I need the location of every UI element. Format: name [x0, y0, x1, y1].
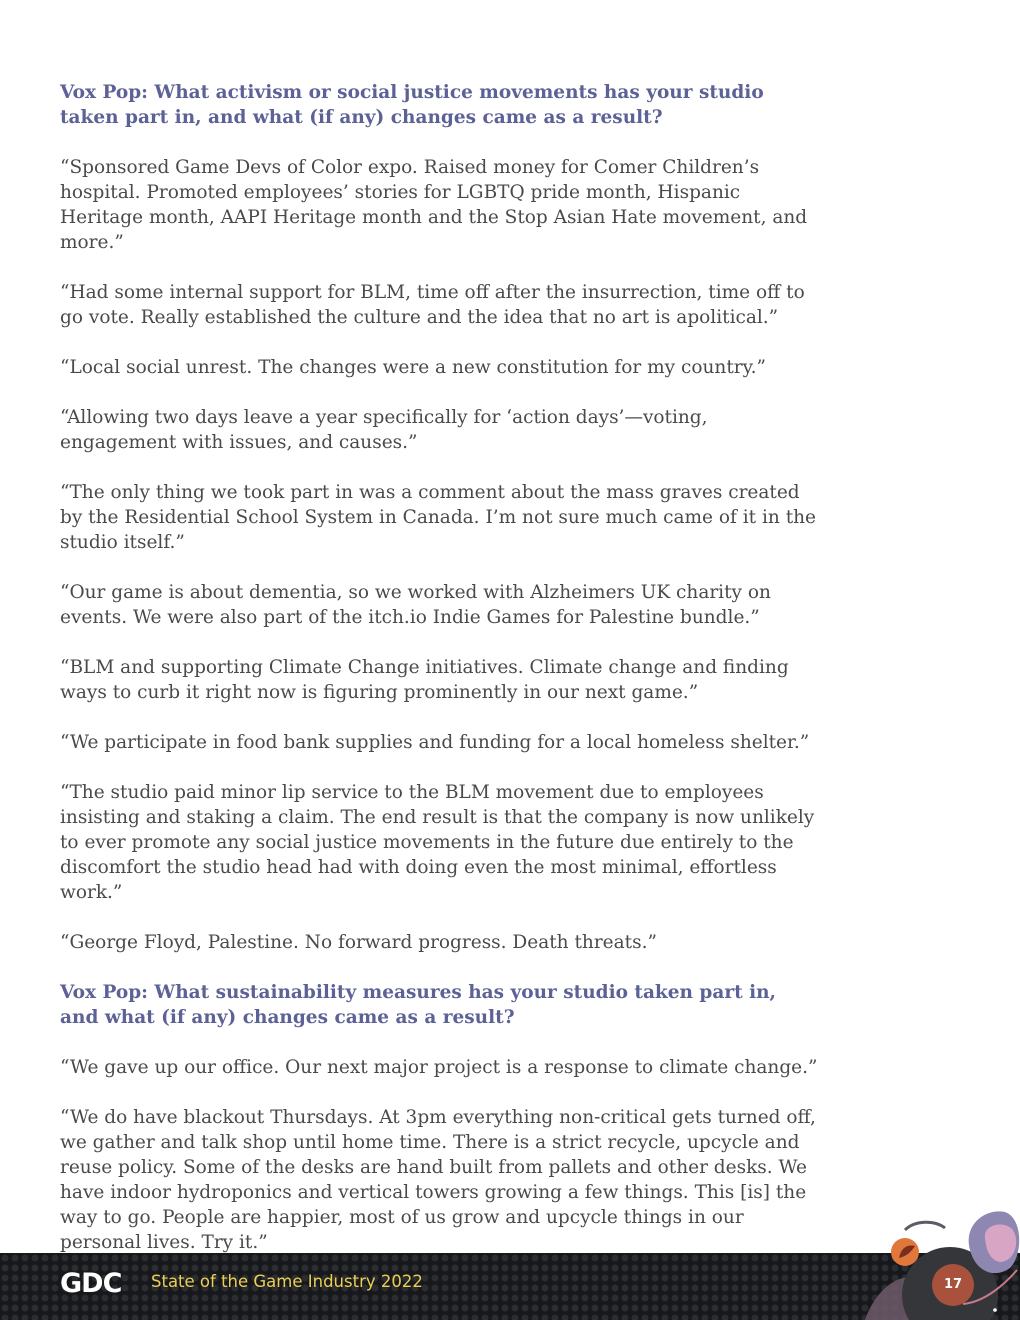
main-content — [60, 80, 820, 1280]
quote: “We gave up our office. Our next major project is a response to climate change.” — [60, 1057, 818, 1078]
quote: “We do have blackout Thursdays. At 3pm everything non-critical gets turned off, we gather and talk shop until home time. There is a strict recycle, upcycle and reuse policy. Some of the desks are hand built from pallets and other desks. We have indoor hydroponics and vertical towers growing a few things. This [is] the way to go. People are happier, most of us grow and upcycle things in our personal lives. Try it.” — [60, 1107, 816, 1253]
report-title: State of the Game Industry 2022 — [151, 1272, 423, 1291]
gdc-logo: GDC — [60, 1268, 122, 1299]
quote: “BLM and supporting Climate Change initiatives. Climate change and finding ways to curb it right now is figuring prominently in our next game.” — [60, 657, 789, 703]
quote: “We participate in food bank supplies and funding for a local homeless shelter.” — [60, 732, 810, 753]
quote: “The only thing we took part in was a comment about the mass graves created by the Residential School System in Canada. I’m not sure much came of it in the studio itself.” — [60, 482, 816, 553]
decorative-shapes-icon — [845, 1200, 1020, 1320]
section-heading-activism: Vox Pop: What activism or social justice movements has your studio taken part in, and what (if any) changes came as a result? — [60, 82, 764, 128]
quote: “Our game is about dementia, so we worked with Alzheimers UK charity on events. We were also part of the itch.io Indie Games for Palestine bundle.” — [60, 582, 771, 628]
quote: “Local social unrest. The changes were a new constitution for my country.” — [60, 357, 766, 378]
quote: “The studio paid minor lip service to the BLM movement due to employees insisting and staking a claim. The end result is that the company is now unlikely to ever promote any social justice movements in the future due entirely to the discomfort the studio head had with doing even the most minimal, effortless work.” — [60, 782, 815, 903]
quote: “Had some internal support for BLM, time off after the insurrection, time off to go vote. Really established the culture and the idea that no art is apolitical.” — [60, 282, 805, 328]
page-number: 17 — [932, 1264, 974, 1306]
quote: “George Floyd, Palestine. No forward progress. Death threats.” — [60, 932, 657, 953]
section-heading-sustainability: Vox Pop: What sustainability measures has your studio taken part in, and what (if any) changes came as a result? — [60, 982, 776, 1028]
quote: “Sponsored Game Devs of Color expo. Raised money for Comer Children’s hospital. Promoted employees’ stories for LGBTQ pride month, Hispanic Heritage month, AAPI Heritage month and the Stop Asian Hate movement, and more.” — [60, 157, 808, 253]
quote: “Allowing two days leave a year specifically for ‘action days’—voting, engagement with issues, and causes.” — [60, 407, 708, 453]
